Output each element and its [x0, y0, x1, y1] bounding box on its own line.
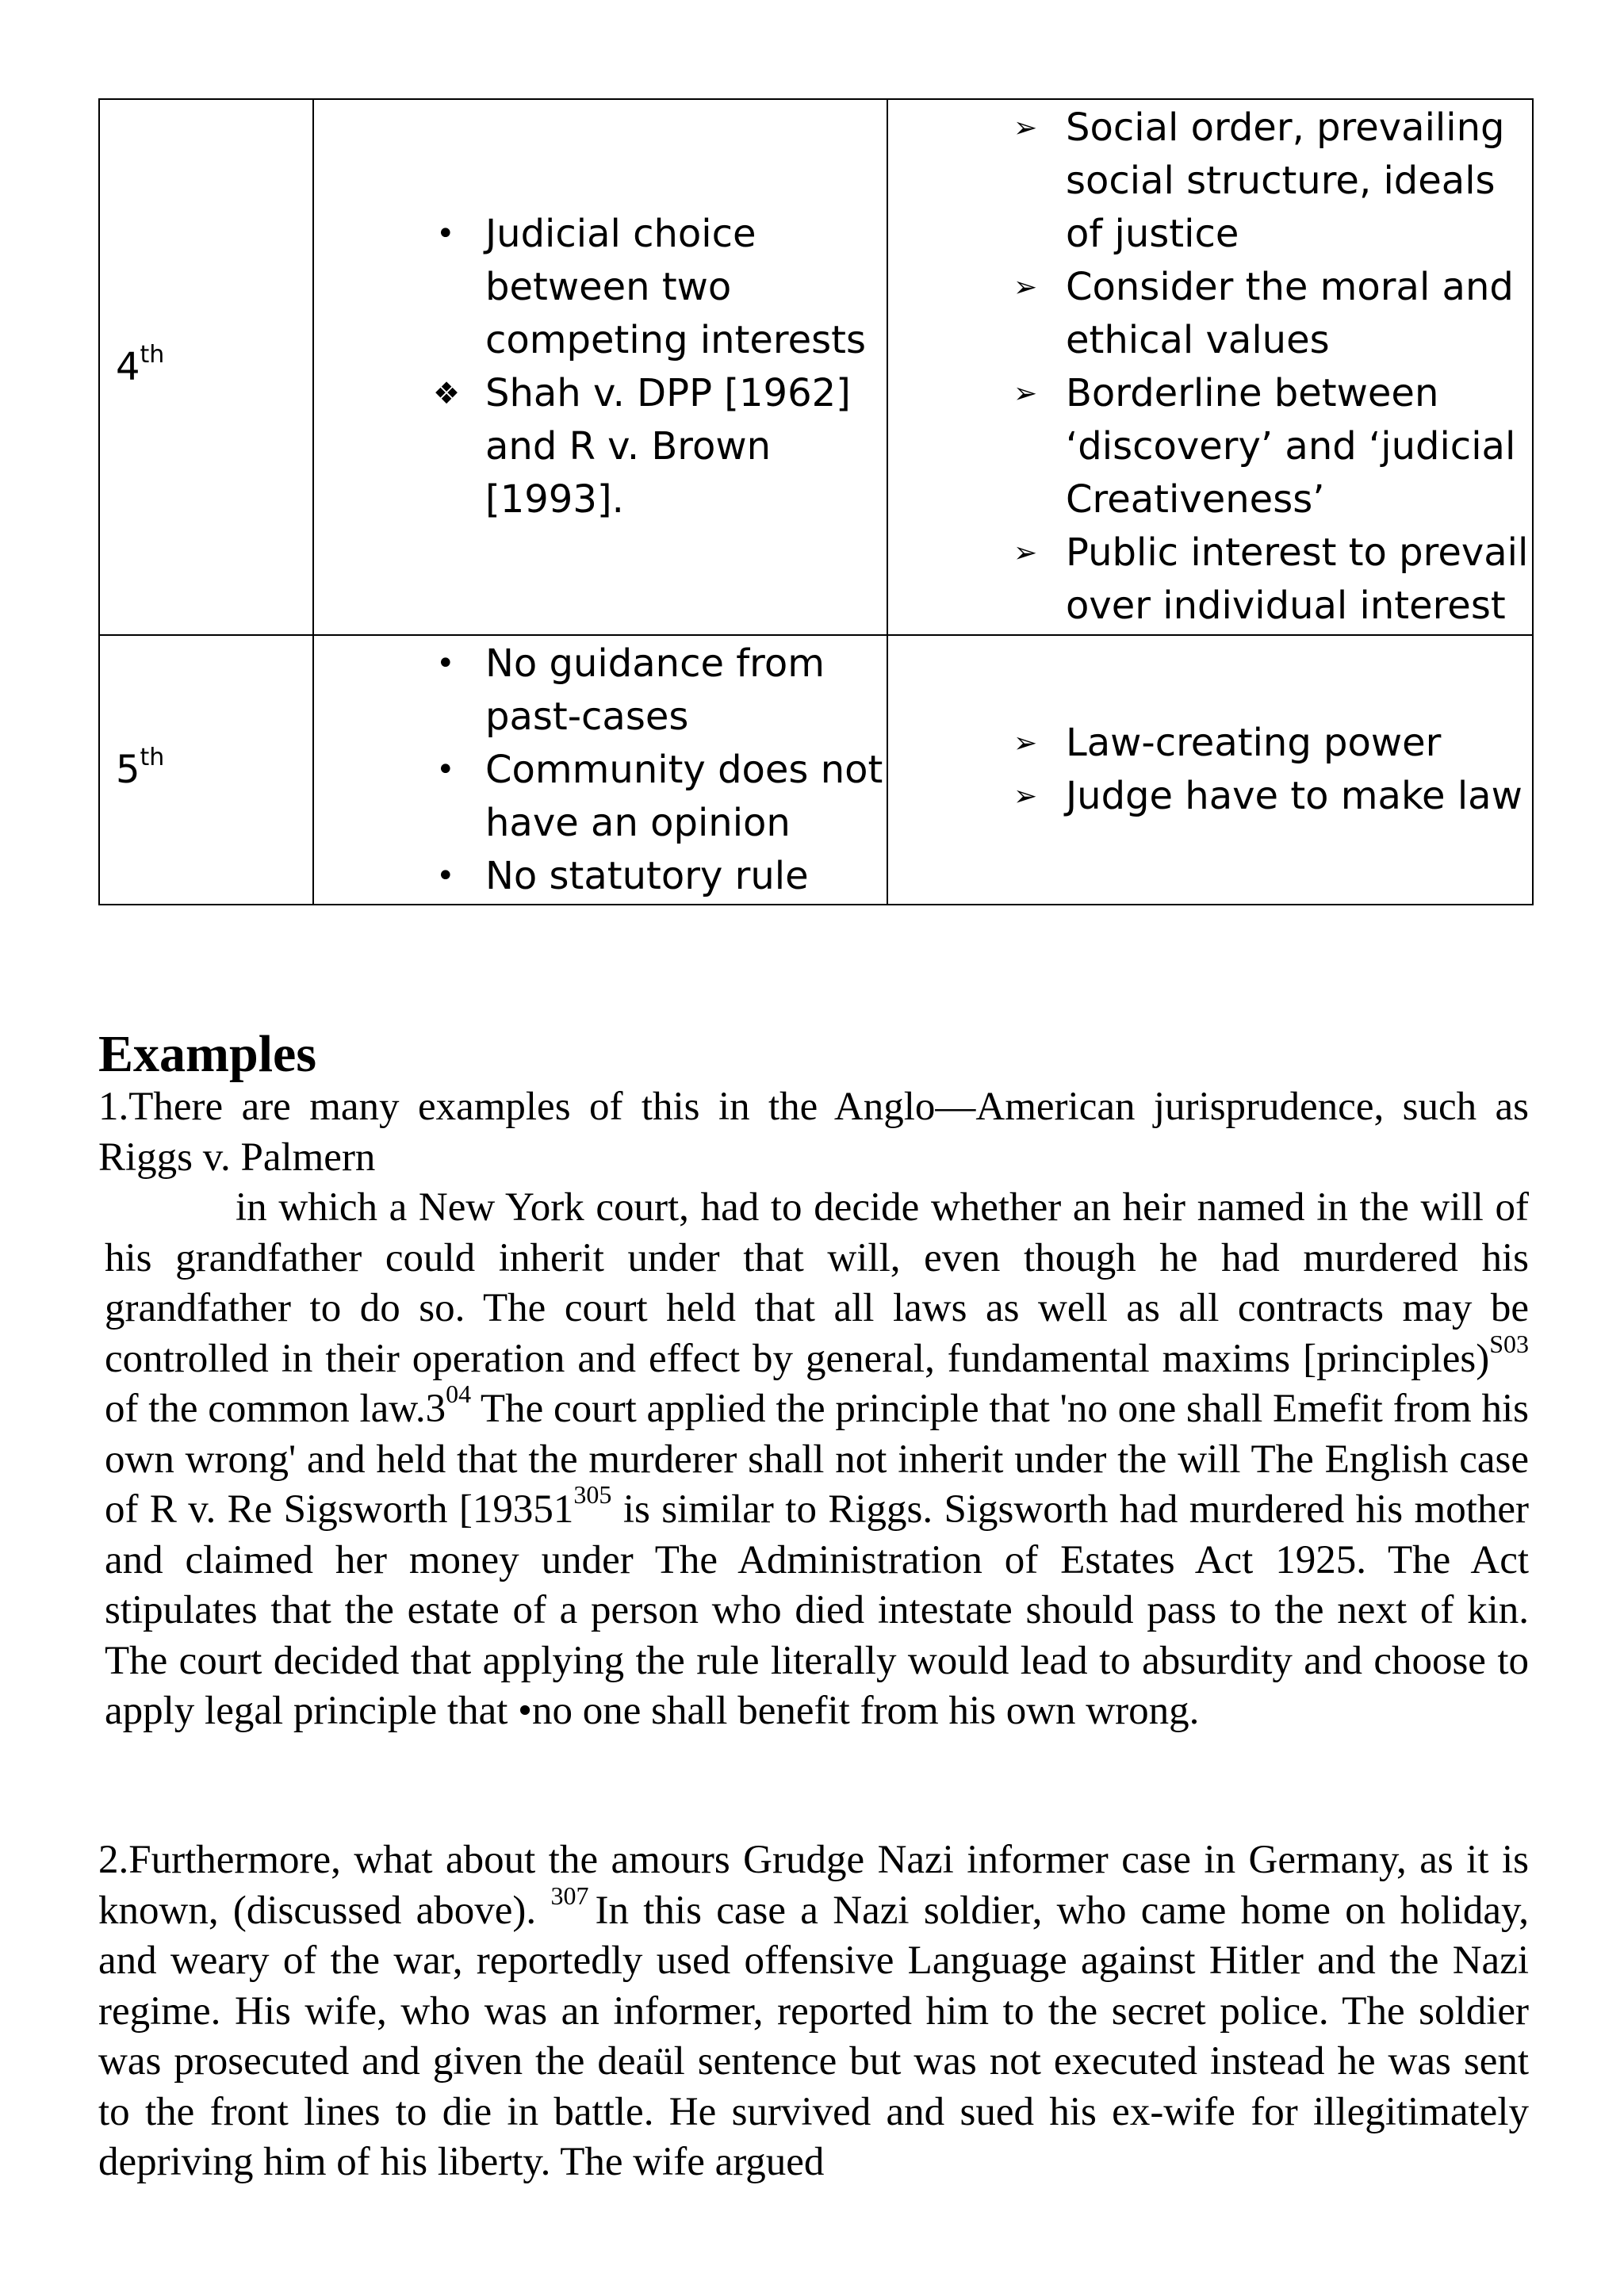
section-heading: Examples — [98, 1025, 317, 1083]
arrow-bullet-icon: ➢ — [1013, 727, 1038, 760]
list-item-text: Borderline between ‘discovery’ and ‘judicial Creativeness’ — [1066, 371, 1516, 522]
list-item-text: Shah v. DPP [1962] and R v. Brown [1993]. — [485, 371, 851, 522]
features-cell — [887, 99, 1533, 635]
paragraph-text: is similar to Riggs. Sigsworth had murdered his mother and claimed her money under The Administration of Estates Act 1925. The Act stipulates that the estate of a person who died intestate should pass to the next of kin. The court decided that applying the rule literally would lead to absurdity and choose to apply legal principle that •no one shall benefit from his own wrong. — [105, 1487, 1529, 1733]
stage-number: 5 — [116, 747, 140, 792]
list-item — [1013, 526, 1532, 633]
paragraph-text: In this case a Nazi soldier, who came home on holiday, and weary of the war, reportedly used offensive Language against Hitler and the Nazi regime. His wife, who was an informer, reported him to the secret police. The soldier was prosecuted and given the deaül sentence but was not executed instead he was sent to the front lines to die in battle. He survived and sued his ex-wife for illegitimately depriving him of his liberty. The wife argued — [98, 1888, 1529, 2184]
features-list — [888, 717, 1532, 823]
paragraph-text: in which a New York court, had to decide whether an heir named in the will of his grandfather could inherit under that will, even though he had murdered his grandfather to do so. The court held that all laws as well as all contracts may be controlled in their operation and effect by general, fundamental maxims [principles) — [105, 1185, 1529, 1381]
stage-number: 4 — [116, 344, 140, 389]
stage-cell — [99, 635, 313, 905]
list-item-text: Judge have to make law — [1066, 774, 1522, 818]
arrow-bullet-icon: ➢ — [1013, 377, 1038, 410]
example-2-paragraph — [98, 1835, 1529, 2188]
paragraph-text: The court applied the principle that 'no one shall Emefit from his own wrong' and held that the murderer shall not inherit under the will The English case of R v. Re Sigsworth [19351 — [105, 1387, 1529, 1532]
stage-suffix: th — [140, 340, 165, 369]
diamond-bullet-icon: ❖ — [433, 376, 461, 411]
list-item — [1013, 367, 1532, 526]
table-row — [99, 99, 1533, 635]
bullet-icon: • — [436, 645, 455, 682]
arrow-bullet-icon: ➢ — [1013, 537, 1038, 569]
footnote-ref: 307 — [550, 1881, 589, 1910]
list-item-text: Public interest to prevail over individual interest — [1066, 530, 1529, 628]
table-row — [99, 635, 1533, 905]
stages-table — [98, 98, 1534, 905]
list-item — [433, 744, 887, 850]
list-item — [1013, 770, 1532, 823]
list-item-text: Consider the moral and ethical values — [1066, 265, 1514, 362]
list-item-text: No statutory rule — [485, 853, 809, 898]
footnote-ref: 04 — [446, 1380, 472, 1408]
list-item-text: Social order, prevailing social structure, ideals of justice — [1066, 105, 1505, 256]
paragraph-text: of the common law.3 — [105, 1387, 446, 1431]
paragraph-text: 2.Furthermore, what about the amours Grudge Nazi informer case in Germany, as it is known, (discussed above). — [98, 1838, 1529, 1933]
stage-suffix: th — [140, 743, 165, 771]
description-list — [314, 208, 887, 526]
description-cell — [313, 635, 887, 905]
list-item — [1013, 717, 1532, 770]
footnote-ref: 305 — [573, 1480, 612, 1509]
list-item — [433, 367, 887, 526]
description-list — [314, 637, 887, 903]
list-item-text: Law-creating power — [1066, 721, 1442, 765]
list-item — [433, 208, 887, 367]
description-cell — [313, 99, 887, 635]
bullet-icon: • — [436, 216, 455, 252]
list-item — [433, 850, 887, 903]
list-item-text: Judicial choice between two competing interests — [485, 212, 866, 362]
list-item — [1013, 101, 1532, 261]
list-item — [1013, 261, 1532, 367]
example-1-paragraph — [105, 1183, 1529, 1737]
list-item-text: Community does not have an opinion — [485, 747, 883, 845]
example-1-lead: 1.There are many examples of this in the Anglo—American jurisprudence, such as Riggs v. Palmern — [98, 1085, 1529, 1180]
bullet-icon: • — [436, 751, 455, 788]
features-list — [888, 101, 1532, 633]
footnote-ref: S03 — [1489, 1329, 1529, 1358]
arrow-bullet-icon: ➢ — [1013, 780, 1038, 813]
list-item — [433, 637, 887, 744]
stage-cell — [99, 99, 313, 635]
arrow-bullet-icon: ➢ — [1013, 112, 1038, 144]
bullet-icon: • — [436, 857, 455, 894]
features-cell — [887, 635, 1533, 905]
arrow-bullet-icon: ➢ — [1013, 271, 1038, 304]
list-item-text: No guidance from past-cases — [485, 641, 825, 739]
